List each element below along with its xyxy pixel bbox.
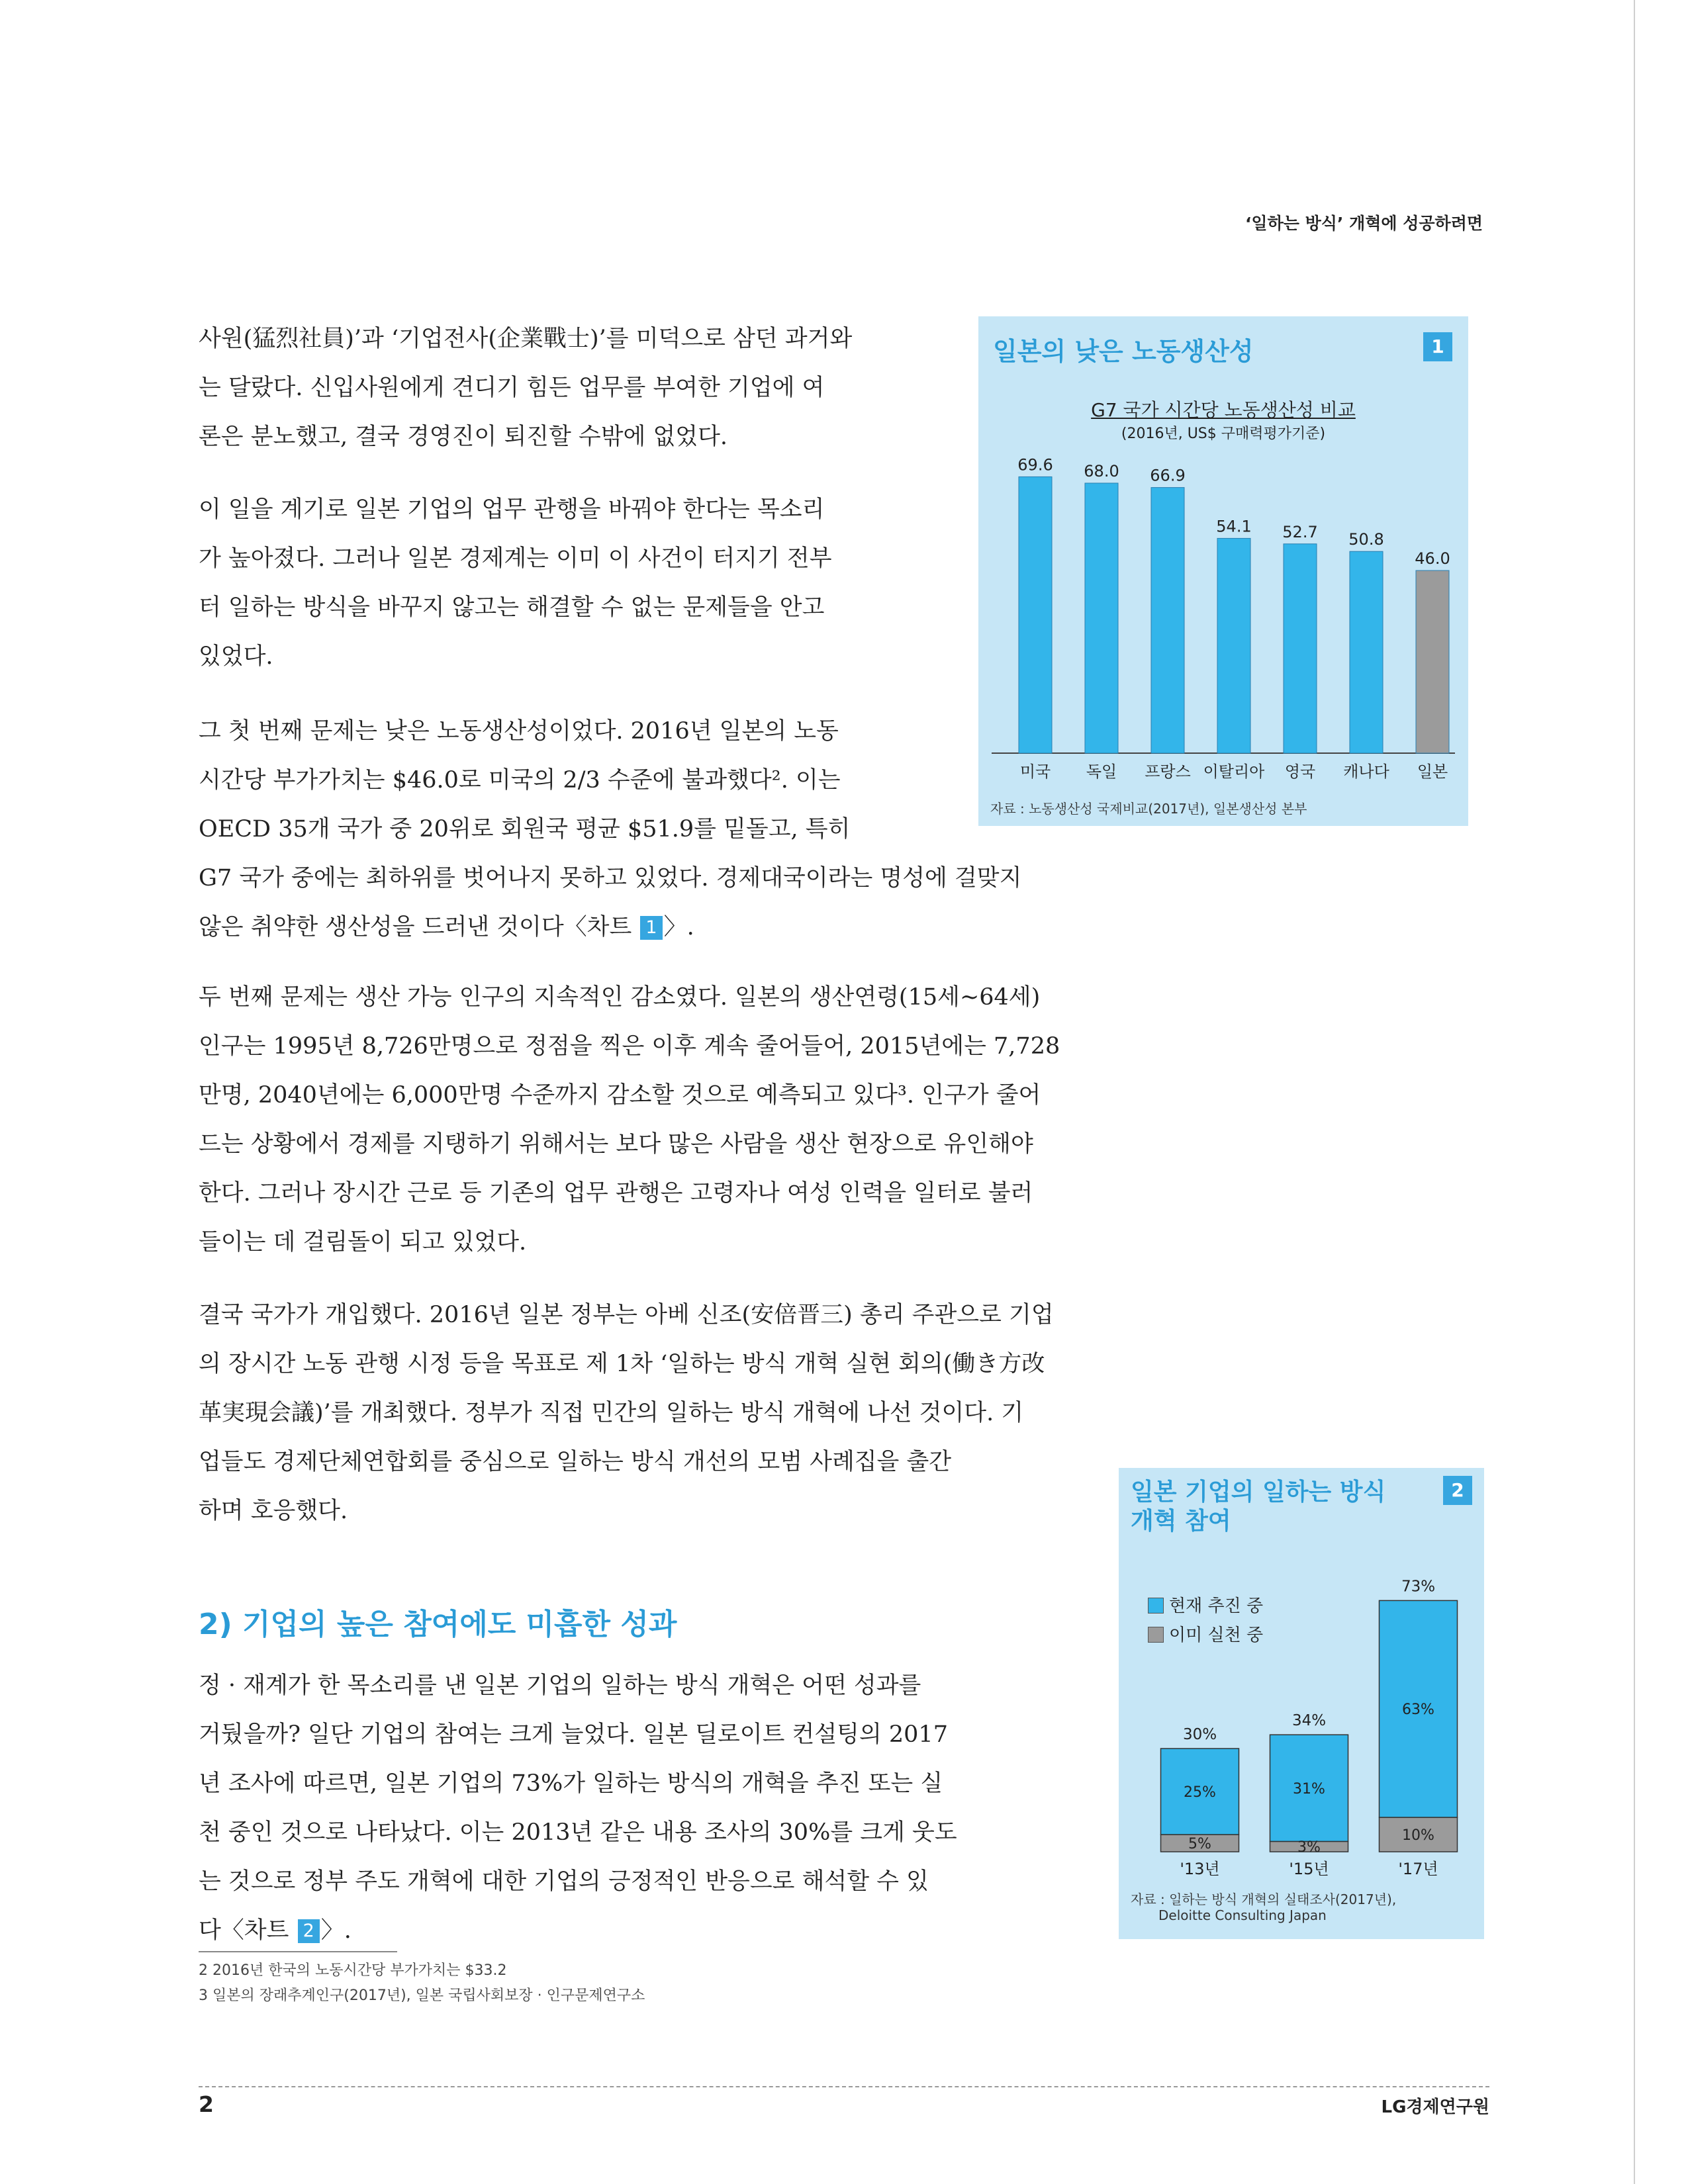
- category-label: 미국: [1019, 762, 1051, 781]
- text-line: 가 높아졌다. 그러나 일본 경제계는 이미 이 사건이 터지기 전부: [199, 545, 832, 572]
- paragraph-5: [199, 1291, 1172, 1535]
- text-line: 이 일을 계기로 일본 기업의 업무 관행을 바꿔야 한다는 목소리: [199, 496, 825, 523]
- bar: [1350, 551, 1383, 753]
- bar: [1217, 538, 1250, 753]
- text-line: 그 첫 번째 문제는 낮은 노동생산성이었다. 2016년 일본의 노동: [199, 718, 839, 745]
- text-line: 시간당 부가가치는 $46.0로 미국의 2/3 수준에 불과했다². 이는: [199, 767, 841, 794]
- chart-1-box: [978, 316, 1468, 826]
- total-label: 30%: [1182, 1726, 1217, 1743]
- section-title: 2) 기업의 높은 참여에도 미흡한 성과: [199, 1608, 677, 1641]
- paragraph-6: [199, 1661, 1079, 1955]
- category-label: 영국: [1284, 762, 1316, 781]
- text-line: 는 것으로 정부 주도 개혁에 대한 기업의 긍정적인 반응으로 해석할 수 있: [199, 1868, 929, 1895]
- text-line: 드는 상황에서 경제를 지탱하기 위해서는 보다 많은 사람을 생산 현장으로 유인해야: [199, 1131, 1033, 1158]
- value-label: 46.0: [1415, 549, 1450, 568]
- paragraph-4: [199, 973, 1172, 1267]
- text-line: 업들도 경제단체연합회를 중심으로 일하는 방식 개선의 모범 사례집을 출간: [199, 1449, 952, 1475]
- text-line: 한다. 그러나 장시간 근로 등 기존의 업무 관행은 고령자나 여성 인력을 일터로 불러: [199, 1180, 1033, 1206]
- text-line: 만명, 2040년에는 6,000만명 수준까지 감소할 것으로 예측되고 있다³. 인구가 줄어: [199, 1082, 1041, 1109]
- text-line: [199, 1906, 1079, 1955]
- publisher-name: LG경제연구원: [1381, 2097, 1489, 2117]
- text-line: 인구는 1995년 8,726만명으로 정점을 찍은 이후 계속 줄어들어, 2015년에는 7,728: [199, 1033, 1060, 1060]
- footnote-3: 3 일본의 장래추계인구(2017년), 일본 국립사회보장 · 인구문제연구소: [199, 1987, 645, 2004]
- chart-2-source-line-1: 자료 : 일하는 방식 개혁의 실태조사(2017년),: [1131, 1891, 1397, 1907]
- bar: [1416, 570, 1449, 753]
- footer-rule: [199, 2086, 1489, 2087]
- segment-label-already: 3%: [1297, 1839, 1321, 1856]
- bar: [1019, 477, 1052, 753]
- category-label: 독일: [1086, 762, 1117, 781]
- page-number: 2: [199, 2091, 214, 2117]
- chart-1-number: 1: [1423, 332, 1452, 361]
- chart-1-plot: [978, 316, 1468, 826]
- text-line: 두 번째 문제는 생산 가능 인구의 지속적인 감소였다. 일본의 생산연령(15세~64세): [199, 984, 1041, 1011]
- segment-label-current: 63%: [1402, 1702, 1434, 1719]
- paragraph-1: [199, 314, 933, 461]
- bar: [1284, 544, 1317, 753]
- chart-2-box: [1119, 1468, 1484, 1939]
- text-line: OECD 35개 국가 중 20위로 회원국 평균 $51.9를 밑돌고, 특히: [199, 816, 851, 842]
- text-line: 거뒀을까? 일단 기업의 참여는 크게 늘었다. 일본 딜로이트 컨설팅의 2017: [199, 1721, 948, 1748]
- chart-reference-badge: 2: [298, 1919, 320, 1943]
- running-header: ‘일하는 방식’ 개혁에 성공하려면: [1244, 214, 1483, 233]
- text-line: 革実現会議)’를 개최했다. 정부가 직접 민간의 일하는 방식 개혁에 나선 것이다. 기: [199, 1400, 1024, 1426]
- segment-label-current: 31%: [1293, 1780, 1325, 1797]
- chart-1-source: 자료 : 노동생산성 국제비교(2017년), 일본생산성 본부: [990, 801, 1307, 817]
- category-label: '17년: [1398, 1860, 1438, 1878]
- text-line: G7 국가 중에는 최하위를 벗어나지 못하고 있었다. 경제대국이라는 명성에 걸맞지: [199, 865, 1022, 891]
- text-line: 터 일하는 방식을 바꾸지 않고는 해결할 수 없는 문제들을 안고: [199, 594, 825, 621]
- text-line: 천 중인 것으로 나타났다. 이는 2013년 같은 내용 조사의 30%를 크게 웃도: [199, 1819, 957, 1846]
- legend-label: 현재 추진 중: [1169, 1596, 1264, 1616]
- page-edge-line: [1634, 0, 1635, 2184]
- segment-label-already: 5%: [1188, 1836, 1211, 1852]
- text-line: 론은 분노했고, 결국 경영진이 퇴진할 수밖에 없었다.: [199, 424, 728, 450]
- text-line: 의 장시간 노동 관행 시정 등을 목표로 제 1차 ‘일하는 방식 개혁 실현 회의(働き方改: [199, 1351, 1045, 1377]
- value-label: 52.7: [1282, 522, 1318, 541]
- bar: [1151, 488, 1184, 753]
- text-line: [199, 903, 1172, 952]
- text-line: 있었다.: [199, 643, 273, 670]
- total-label: 73%: [1401, 1578, 1436, 1596]
- value-label: 68.0: [1084, 462, 1119, 480]
- chart-2-title-line-1: 일본 기업의 일하는 방식: [1131, 1479, 1386, 1506]
- category-label: '15년: [1289, 1860, 1329, 1878]
- text-line: 하며 호응했다.: [199, 1498, 348, 1524]
- bar: [1085, 483, 1118, 753]
- footnote-divider: [199, 1951, 397, 1952]
- text-line: 년 조사에 따르면, 일본 기업의 73%가 일하는 방식의 개혁을 추진 또는 실: [199, 1770, 943, 1797]
- footnote-2: 2 2016년 한국의 노동시간당 부가가치는 $33.2: [199, 1962, 507, 1979]
- chart-2-title-line-2: 개혁 참여: [1131, 1508, 1231, 1535]
- text-fragment: 〉.: [320, 1917, 352, 1944]
- category-label: '13년: [1180, 1860, 1220, 1878]
- segment-label-already: 10%: [1402, 1827, 1434, 1844]
- value-label: 66.9: [1150, 466, 1186, 485]
- text-fragment: 〉.: [663, 914, 694, 940]
- chart-2-number: 2: [1443, 1476, 1472, 1505]
- value-label: 54.1: [1216, 517, 1252, 536]
- text-line: 사원(猛烈社員)’과 ‘기업전사(企業戰士)’를 미덕으로 삼던 과거와: [199, 326, 853, 352]
- value-label: 50.8: [1348, 530, 1384, 549]
- chart-2-plot: [1119, 1468, 1484, 1939]
- segment-label-current: 25%: [1184, 1784, 1216, 1801]
- chart-1-subtitle-2: (2016년, US$ 구매력평가기준): [1121, 426, 1326, 442]
- category-label: 이탈리아: [1203, 762, 1265, 781]
- category-label: 일본: [1417, 762, 1448, 781]
- text-line: 는 달랐다. 신입사원에게 견디기 힘든 업무를 부여한 기업에 여: [199, 375, 825, 401]
- text-line: 결국 국가가 개입했다. 2016년 일본 정부는 아베 신조(安倍晋三) 총리 주관으로 기업: [199, 1302, 1054, 1328]
- chart-reference-badge: 1: [640, 916, 662, 940]
- paragraph-2: [199, 485, 933, 681]
- legend-label: 이미 실천 중: [1169, 1625, 1264, 1645]
- text-fragment: 않은 취약한 생산성을 드러낸 것이다〈차트: [199, 914, 639, 940]
- category-label: 캐나다: [1343, 762, 1389, 781]
- text-line: 들이는 데 걸림돌이 되고 있었다.: [199, 1229, 527, 1255]
- category-label: 프랑스: [1145, 762, 1191, 781]
- text-line: 정 · 재계가 한 목소리를 낸 일본 기업의 일하는 방식 개혁은 어떤 성과를: [199, 1672, 921, 1699]
- total-label: 34%: [1291, 1712, 1327, 1730]
- chart-2-source-line-2: Deloitte Consulting Japan: [1158, 1907, 1327, 1923]
- value-label: 69.6: [1017, 455, 1053, 475]
- text-fragment: 다〈차트: [199, 1917, 297, 1944]
- chart-1-subtitle: G7 국가 시간당 노동생산성 비교: [1091, 399, 1356, 421]
- chart-1-title: 일본의 낮은 노동생산성: [993, 337, 1254, 366]
